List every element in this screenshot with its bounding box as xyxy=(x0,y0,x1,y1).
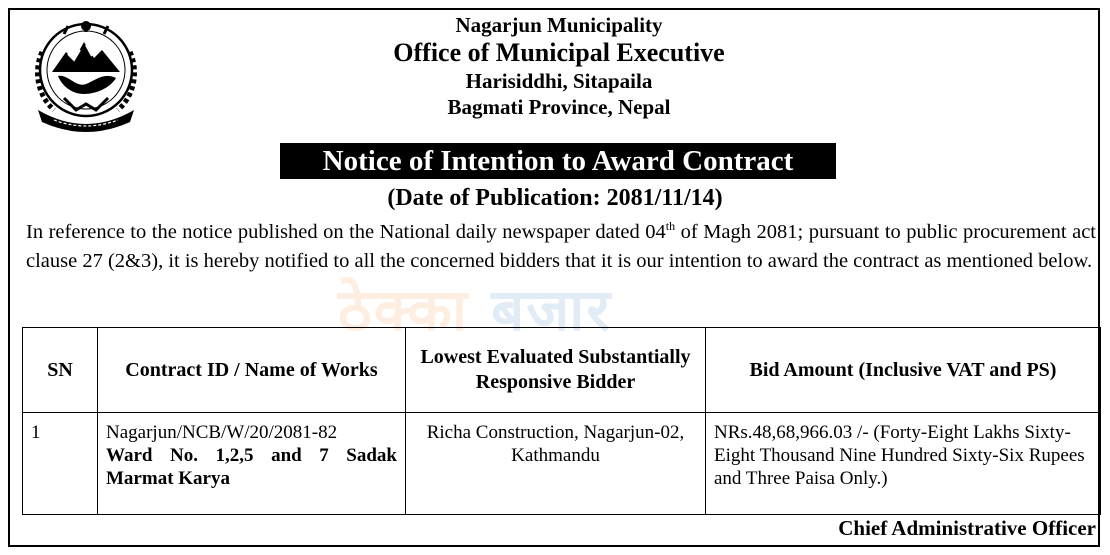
office-province: Bagmati Province, Nepal xyxy=(447,95,671,119)
work-name: Ward No. 1,2,5 and 7 Sadak Marmat Karya xyxy=(106,445,397,489)
office-location: Harisiddhi, Sitapaila xyxy=(465,69,653,93)
nepal-government-emblem xyxy=(24,14,148,134)
watermark-part-2: बजार xyxy=(491,276,612,344)
header-amount: Bid Amount (Inclusive VAT and PS) xyxy=(706,328,1101,413)
intro-paragraph xyxy=(26,218,1096,276)
municipality-name: Nagarjun Municipality xyxy=(455,13,663,37)
table-header-row xyxy=(23,328,1101,413)
header-contract: Contract ID / Name of Works xyxy=(98,328,406,413)
row-bidder: Richa Construction, Nagarjun-02, Kathmandu xyxy=(406,413,706,515)
watermark-part-1: ठेक्का xyxy=(338,276,469,344)
signature-title: Chief Administrative Officer xyxy=(838,516,1096,540)
intro-text-start: In reference to the notice published on the National daily newspaper dated 04 xyxy=(26,221,666,243)
office-header xyxy=(300,12,818,120)
intro-text-end: of Magh 2081; pursuant to public procurement act clause 27 (2&3), it is hereby notified to all the concerned bidders that it is our intention to award the contract as mentioned below. xyxy=(26,221,1096,272)
header-bidder: Lowest Evaluated Substantially Responsive Bidder xyxy=(406,328,706,413)
row-sn: 1 xyxy=(23,413,98,515)
header-sn: SN xyxy=(23,328,98,413)
contract-id: Nagarjun/NCB/W/20/2081-82 xyxy=(106,422,338,443)
publication-date: (Date of Publication: 2081/11/14) xyxy=(387,185,723,211)
row-contract-cell xyxy=(98,413,406,515)
table-row xyxy=(23,413,1101,515)
row-amount: NRs.48,68,966.03 /- (Forty-Eight Lakhs Sixty-Eight Thousand Nine Hundred Sixty-Six Rupees and Three Paisa Only.) xyxy=(706,413,1101,515)
office-name: Office of Municipal Executive xyxy=(393,38,725,67)
award-table xyxy=(22,327,1101,515)
notice-title: Notice of Intention to Award Contract xyxy=(280,143,836,179)
intro-ordinal-suffix: th xyxy=(665,219,676,234)
